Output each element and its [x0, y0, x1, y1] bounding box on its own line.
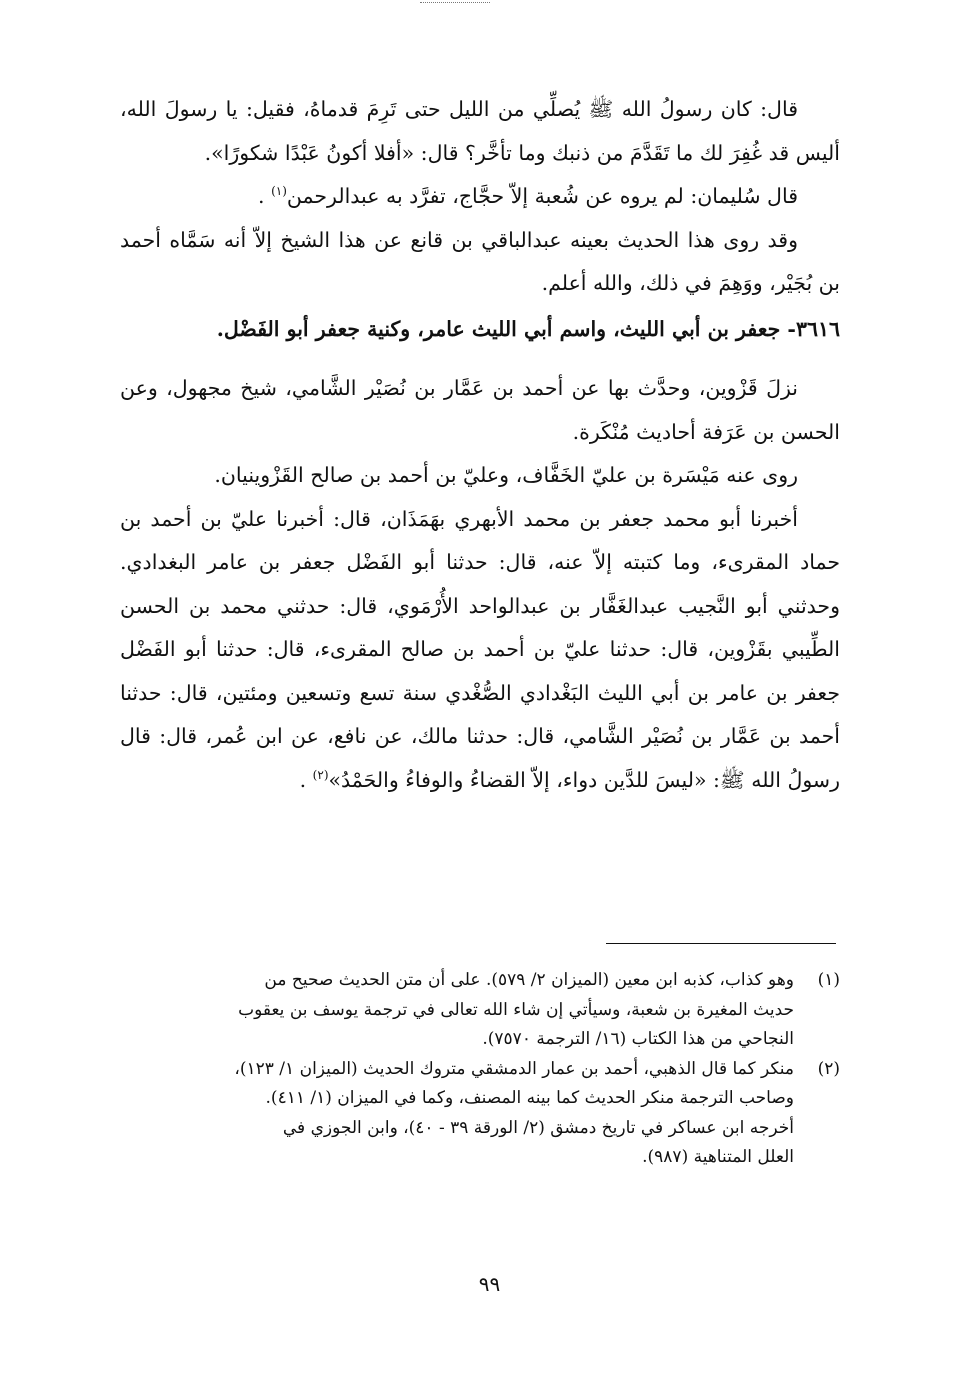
paragraph-narrators: روى عنه مَيْسَرة بن عليّ الخَفَّاف، وعليّ بن أحمد بن صالح القَزْوينيان.	[214, 463, 798, 487]
paragraph-sulayman-comment	[120, 175, 840, 219]
footnote-body	[120, 1055, 794, 1173]
paragraph-isnad	[120, 498, 840, 803]
footnote-2	[120, 1055, 840, 1173]
footnotes	[120, 966, 840, 1173]
paragraph-end-mark: .	[258, 184, 272, 208]
footnote-1	[120, 966, 840, 1055]
main-text	[120, 88, 840, 802]
paragraph-sulayman-text: قال سُليمان: لم يروه عن شُعبة إلاّ حجَّاج، تفرَّد به عبدالرحمن	[286, 184, 798, 208]
footnote-ref-1[interactable]: (١)	[271, 184, 287, 199]
paragraph-biography: نزلَ قَزْوين، وحدَّث بها عن أحمد بن عَمَّار بن نُصَيْر الشَّامي، شيخ مجهول، وعن الحسن بن عَرَفة أحاديث مُنْكَرة.	[120, 376, 840, 444]
footnote-number: (٢)	[817, 1058, 840, 1079]
footnote-line: وهو كذاب، كذبه ابن معين (الميزان ٢/ ٥٧٩). على أن متن الحديث صحيح من	[264, 970, 794, 990]
footnote-line: وصاحب الترجمة منكر الحديث كما بينه المصنف، وكما في الميزان (١/ ٤١١).	[265, 1088, 794, 1108]
footnote-line: منكر كما قال الذهبي، أحمد بن عمار الدمشقي متروك الحديث (الميزان ١/ ١٢٣)،	[234, 1058, 794, 1079]
paragraph-abdulbaqi-note: وقد روى هذا الحديث بعينه عبدالباقي بن قانع عن هذا الشيخ إلاّ أنه سَمَّاه أحمد بن بُجَيْر، ووَهِمَ في ذلك، والله أعلم.	[120, 227, 840, 295]
footnote-separator	[606, 943, 836, 944]
scan-top-mark	[420, 2, 490, 3]
footnote-number: (١)	[817, 970, 840, 990]
footnote-line: العلل المتناهية (٩٨٧).	[642, 1147, 794, 1167]
paragraph-end-mark: .	[299, 767, 313, 792]
page-number: ٩٩	[478, 1272, 501, 1296]
footnote-ref-2[interactable]: (٢)	[312, 767, 329, 782]
paragraph-isnad-text: أخبرنا أبو محمد جعفر بن محمد الأبهري بهَمَذَان، قال: أخبرنا عليّ بن أحمد بن حماد المقرىء، وما كتبته إلاّ عنه، قال: حدثنا أبو الفَضْل جعفر بن عامر البغدادي. وحدثني أبو النَّجيب عبدالغَفَّار بن عبدالواحد الأُرْمَوي، قال: حدثني محمد بن الحسن الطِّيبي بقَزْوين، قال: حدثنا عليّ بن أحمد بن صالح المقرىء، قال: حدثنا أبو الفَضْل جعفر بن عامر بن أبي الليث البَغْدادي الصُّغْدي سنة تسع وتسعين ومئتين، قال: حدثنا أحمد بن عَمَّار بن نُصَيْر الشَّامي، قال: حدثنا مالك، عن نافع، عن ابن عُمر، قال: قال رسولُ الله ﷺ: «ليسَ للدَّين دواء، إلاّ القضاءُ والوفاءُ والحَمْدُ»	[120, 506, 840, 792]
footnote-line: حديث المغيرة بن شعبة، وسيأتي إن شاء الله تعالى في ترجمة يوسف بن يعقوب	[238, 999, 794, 1020]
footnote-line: أخرجه ابن عساكر في تاريخ دمشق (٢/ الورقة ٣٩ - ٤٠)، وابن الجوزي في	[282, 1117, 794, 1138]
footnote-body	[120, 966, 794, 1055]
footnote-line: النجاحي من هذا الكتاب (١٦/ الترجمة ٧٥٧٠).	[482, 1029, 794, 1049]
paragraph-hadith-night-prayer: قال: كان رسولُ الله ﷺ يُصلِّي من الليل حتى تَرِمَ قدماهُ، فقيل: يا رسولَ الله، أليس قد غُفِرَ لك ما تَقَدَّمَ من ذنبك وما تأخَّر؟ قال: «أفلا أكونُ عَبْدًا شكورًا».	[120, 97, 840, 165]
entry-heading: ٣٦١٦- جعفر بن أبي الليث، واسم أبي الليث عامر، وكنية جعفر أبو الفَضْل.	[216, 316, 840, 341]
